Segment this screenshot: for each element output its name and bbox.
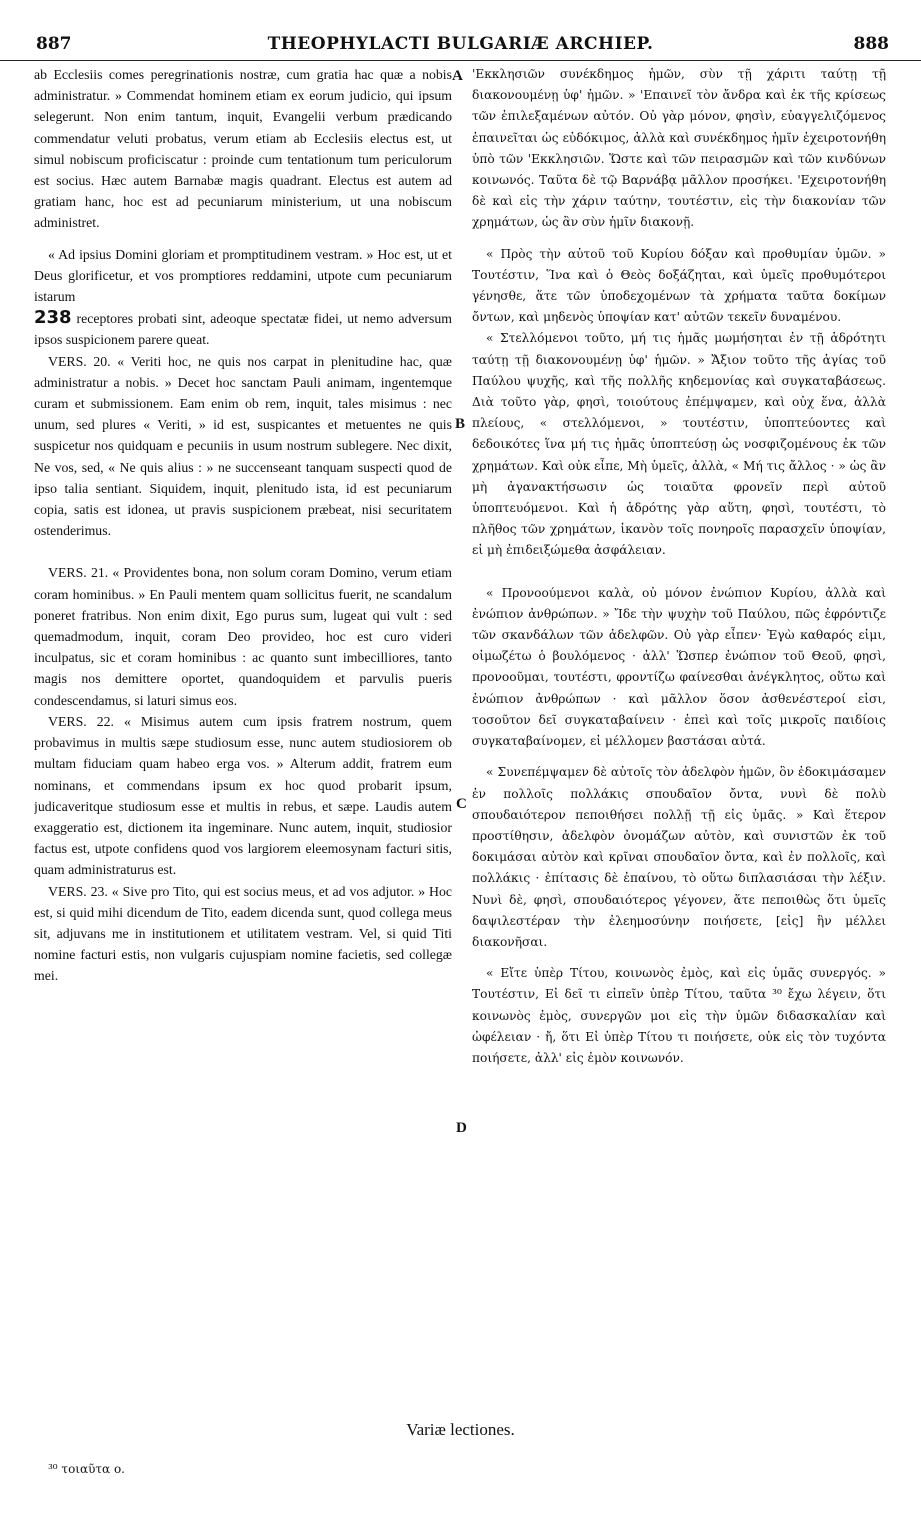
latin-paragraph: VERS. 22. « Misimus autem cum ipsis fratrem nostrum, quem probavimus in multis sæpe studiosum esse, nunc autem studiosiorem ob multam fiduciam quam habeo erga vos. » Alterum addit, fratrem eum nominans, et commendans ipsum ex hoc quod probarit ipsum, judicaveritque studiosum esse et multis in rebus, et sæpe. Laudis autem exaggeratio est, dictionem ita ingeminare. Nunc autem, inquit, studiosior factus est, utpote confidens quod vos largiorem eleemosynam facturi sitis, quam administraturus est. xyxy=(34,713,452,878)
margin-number: 238 xyxy=(34,307,72,329)
variant-readings-title: Variæ lectiones. xyxy=(406,1420,515,1439)
latin-column xyxy=(34,64,452,1424)
latin-paragraph: « Ad ipsius Domini gloriam et promptitudinem vestram. » Hoc est, ut et Deus glorificetur, et vos promptiores reddamini, utpote cum pecuniarum istarum xyxy=(34,246,452,305)
latin-paragraph: VERS. 23. « Sive pro Tito, qui est socius meus, et ad vos adjutor. » Hoc est, si quid mihi dicendum de Tito, eadem dicenda sunt, quod collega meus sit, adjuvans me in institutionem et utilitatem vestram. Vel, si quid Titi nomine facturi estis, non vulgaris cujuspiam nomine facietis, sed collegæ mei. xyxy=(34,883,452,984)
page-number-right: 888 xyxy=(853,34,889,54)
greek-paragraph: 'Εκκλησιῶν συνέκδημος ἡμῶν, σὺν τῇ χάριτι ταύτῃ τῇ διακονουμένῃ ὑφ' ἡμῶν. » 'Επαινεῖ τὸν ἄνδρα καὶ ἐκ τῆς κρίσεως τῶν ἐπιλεξαμένων αὐτόν. Οὐ γὰρ μόνον, φησὶν, εὐαγγελιζόμενος ἐπαινεῖται ὡς εὐδόκιμος, ἀλλὰ καὶ συνέκδημος ἡμῖν ἐχειροτονήθη ὑπὸ τῶν 'Εκκλησιῶν. Ὥστε καὶ τῶν πειρασμῶν καὶ τῶν κινδύνων κοινωνός. Ταῦτα δὲ τῷ Βαρνάβᾳ μᾶλλον προσήκει. 'Εχειροτονήθη δὲ καὶ εἰς τὴν χάριν ταύτην, τουτέστιν, εἰς τὴν διακονίαν τῶν χρημάτων, ὡς ἂν σὺν ἡμῖν διακονῇ. xyxy=(472,67,886,230)
margin-letter-a: A xyxy=(452,68,463,84)
margin-letter-c: C xyxy=(456,796,467,812)
greek-paragraph: « Πρὸς τὴν αὐτοῦ τοῦ Κυρίου δόξαν καὶ προθυμίαν ὑμῶν. » Τουτέστιν, Ἵνα καὶ ὁ Θεὸς δοξάζηται, καὶ ὑμεῖς προθυμότεροι γένησθε, ἅτε τῶν ὑποδεχομένων τὰ χρήματα ταῦτα δοκίμων ὄντων, καὶ μηδενὸς ὑποψίαν κατ' αὐτῶν τεκεῖν δυναμένου. xyxy=(472,246,886,325)
page-number-left: 887 xyxy=(36,34,72,54)
greek-paragraph: « Συνεπέμψαμεν δὲ αὐτοῖς τὸν ἀδελφὸν ἡμῶν, ὃν ἐδοκιμάσαμεν ἐν πολλοῖς πολλάκις σπουδαῖον ὄντα, νυνὶ δὲ πολὺ σπουδαιότερον πεποιθήσει πολλῇ τῇ εἰς ὑμᾶς. » Καὶ ἕτερον προστίθησιν, ἀδελφὸν ὀνομάζων αὐτὸν, καὶ συνιστῶν ἐκ τοῦ δοκιμάσαι αὐτὸν καὶ κρῖναι σπουδαῖον ὄντα, καὶ ἐν πολλοῖς, καὶ πολλάκις · ἐπίτασις δὲ ἐπαίνου, τὸ οὕτω διπλασιάσαι τὴν λέξιν. Νυνὶ δὲ, φησὶ, σπουδαιότερος γέγονεν, ἅτε πεποιθὼς ὅτι ὑμεῖς δαψιλεστέραν τὴν ἐλεημοσύνην ποιήσετε, [εἰς] ἣν μέλλει διακονῆσαι. xyxy=(472,765,886,949)
greek-column xyxy=(472,64,886,1424)
greek-paragraph: « Εἴτε ὑπὲρ Τίτου, κοινωνὸς ἐμὸς, καὶ εἰς ὑμᾶς συνεργός. » Τουτέστιν, Εἰ δεῖ τι εἰπεῖν ὑπὲρ Τίτου, ταῦτα ³⁰ ἔχω λέγειν, ὅτι κοινωνὸς ἐμὸς, συνεργῶν μοι εἰς τὴν ὑμῶν διδασκαλίαν καὶ ὠφέλειαν · ἤ, ὅτι Εἰ ὑπὲρ Τίτου τι ποιήσετε, οὐκ εἰς τὸν τυχόντα ποιήσετε, ἀλλ' εἰς ἐμὸν κοινωνόν. xyxy=(472,966,886,1065)
margin-letter-b: B xyxy=(455,416,466,432)
latin-paragraph: VERS. 21. « Providentes bona, non solum coram Domino, verum etiam coram hominibus. » En Pauli mentem quam sollicitus fuerit, ne scandalum poneret fratribus. Non enim dixit, Ego purus sum, lugeat qui vult : sed quemadmodum, inquit, coram Deo provideo, hoc est curo videri inculpatus, sic et coram hominibus : ac quanto sunt imbecilliores, tanto magis nos demittere oportet, quandoquidem et parvulis pueris condescendamus, si laturi simus eos. xyxy=(34,565,452,708)
footnote: ³⁰ τοιαῦτα ο. xyxy=(48,1462,125,1476)
greek-paragraph: « Στελλόμενοι τοῦτο, μή τις ἡμᾶς μωμήσηται ἐν τῇ ἁδρότητι ταύτῃ τῇ διακονουμένῃ ὑφ' ἡμῶν. » Ἄξιον τοῦτο τῆς ἁγίας τοῦ Παύλου ψυχῆς, καὶ τῆς πολλῆς κηδεμονίας καὶ συγκαταβάσεως. Διὰ τοῦτο γὰρ, φησὶ, τοιούτους ἐπέμψαμεν, καὶ οὐχ ἕνα, ἀλλὰ πλείους, « στελλόμενοι, » τουτέστιν, ὑποπτεύοντες καὶ δεδοικότες ἵνα μή τις ἡμᾶς ὑποπτεύσῃ ὡς νοσφιζομένους ἐκ τῶν χρημάτων. Καὶ οὐκ εἶπε, Μὴ ὑμεῖς, ἀλλὰ, « Μή τις ἄλλος · » ὡς ἂν μὴ ἀγανακτήσωσιν ὡς τοιαῦτα φρονεῖν περὶ αὐτοῦ ὑποπτευόμενοι. Καὶ ἡ ἁδρότης γὰρ αὕτη, φησὶ, τουτέστι, τὸ πλῆθος τῶν χρημάτων, ἱκανὸν τοῖς πονηροῖς παρασχεῖν ὑποψίαν, εἰ μὴ ἐπιδειξώμεθα ἀσφάλειαν. xyxy=(472,331,886,558)
running-title: THEOPHYLACTI BULGARIÆ ARCHIEP. xyxy=(267,34,654,54)
latin-paragraph: VERS. 20. « Veriti hoc, ne quis nos carpat in plenitudine hac, quæ administratur a nobis. » Decet hoc sanctam Pauli animam, ingentemque curam et submissionem. Eam enim ob rem, inquit, tales misimus : nec unum, sed plures « Veriti, » id est, suspicantes et metuentes ne quis suspicetur nos quidquam e pecuniis in usum nostrum sublegere. Nec dixit, Ne vos, sed, « Ne quis alius : » ne succenseant tanquam suspecti quod de ipso talia sentiant. Siquidem, inquit, plenitudo ista, id est pecuniarum copia, satis est idonea, ut pravis suspicionem præbeat, nisi securitatem ostenderimus. xyxy=(34,353,452,539)
latin-paragraph: ab Ecclesiis comes peregrinationis nostræ, cum gratia hac quæ a nobis administratur. » Commendat hominem etiam ex eorum judicio, qui ipsum selegerunt. Non enim tantum, inquit, Evangelii verbum prædicando commendatur veluti probatus, verum etiam ab Ecclesiis electus est, ut simul nobiscum proficiscatur : proinde cum tentationum tum periculorum est socius. Hæc autem Barnabæ magis quadrant. Electus est autem ad gratiam hanc, hoc est ad pecuniarum ministerium, ut una nobiscum administret. xyxy=(34,67,452,231)
latin-paragraph-continued: 238 receptores probati sint, adeoque spectatæ fidei, ut nemo adversum ipsos suspicionem parere queat. xyxy=(34,307,452,348)
page-header xyxy=(0,34,921,61)
greek-paragraph: « Προνοούμενοι καλὰ, οὐ μόνον ἐνώπιον Κυρίου, ἀλλὰ καὶ ἐνώπιον ἀνθρώπων. » Ἴδε τὴν ψυχὴν τοῦ Παύλου, πῶς ἐφρόντιζε τῶν σκανδάλων τῶν ἀδελφῶν. Οὐ γὰρ εἶπεν· Ἐγὼ καθαρός εἰμι, οἰμωζέτω ὁ βουλόμενος · ἀλλ' Ὥσπερ ἐνώπιον τοῦ Θεοῦ, φησὶ, προνοοῦμαι, τουτέστι, φροντίζω φαίνεσθαι ἀνέγκλητος, οὕτω καὶ ἐνώπιον ἀνθρώπων · καὶ μᾶλλον ὅσον ἀσθενέστεροί εἰσι, τοσοῦτον δεῖ συγκαταβαίνειν · ἐπεὶ καὶ τοῖς μικροῖς παιδίοις συγκαταβαίνομεν, εἰ μέλλομεν βαστάσαι αὐτά. xyxy=(472,585,886,749)
margin-letter-d: D xyxy=(456,1120,467,1136)
